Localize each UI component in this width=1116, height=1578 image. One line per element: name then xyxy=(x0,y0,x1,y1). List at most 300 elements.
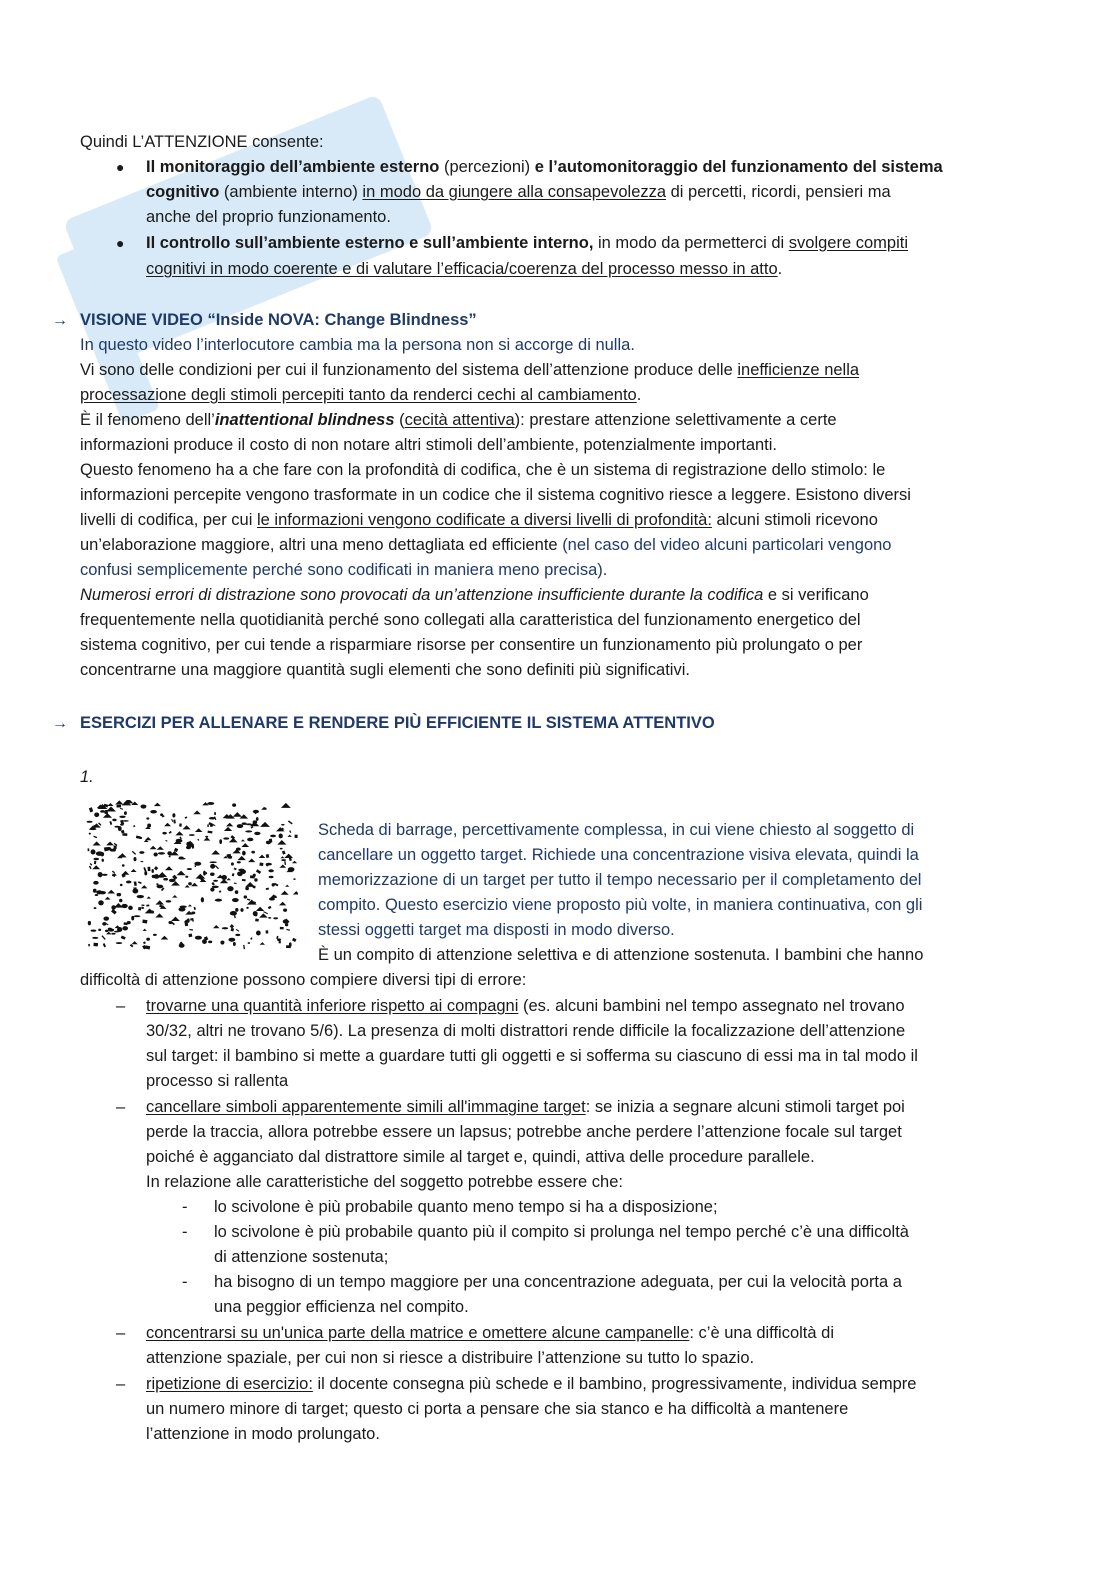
barrage-glyph xyxy=(248,859,255,863)
barrage-glyph xyxy=(222,927,229,929)
error-3: concentrarsi su un'unica parte della matrice e omettere alcune campanelle: c’è una difficoltà di xyxy=(146,1324,834,1342)
barrage-glyph xyxy=(138,881,142,884)
barrage-glyph xyxy=(148,867,151,871)
barrage-glyph xyxy=(246,823,252,825)
barrage-glyph xyxy=(210,888,214,892)
barrage-glyph xyxy=(120,808,123,810)
barrage-glyph xyxy=(220,940,224,944)
error-2: poiché è agganciato dal distrattore simile al target e, quindi, attiva delle procedure parallele. xyxy=(146,1148,815,1166)
barrage-glyph xyxy=(259,913,268,917)
barrage-glyph xyxy=(268,906,272,910)
exercise-description: Scheda di barrage, percettivamente complessa, in cui viene chiesto al soggetto di xyxy=(318,821,915,839)
barrage-glyph xyxy=(268,917,271,919)
barrage-glyph xyxy=(130,944,134,947)
barrage-glyph xyxy=(122,871,130,875)
barrage-glyph xyxy=(141,906,144,909)
barrage-glyph xyxy=(195,828,203,832)
barrage-glyph xyxy=(228,938,235,942)
barrage-glyph xyxy=(106,847,111,851)
sub-item: lo scivolone è più probabile quanto meno tempo si ha a disposizione; xyxy=(214,1198,718,1216)
barrage-glyph xyxy=(188,882,192,885)
video-line: informazioni percepite vengono trasformate in un codice che il sistema cognitivo riesce a leggere. Esistono diversi xyxy=(80,486,911,504)
barrage-glyph xyxy=(188,934,192,938)
barrage-glyph xyxy=(251,826,254,829)
bullet-icon: ● xyxy=(116,159,125,175)
barrage-glyph xyxy=(153,934,157,936)
barrage-glyph xyxy=(120,824,124,826)
barrage-glyph xyxy=(163,878,168,881)
barrage-glyph xyxy=(286,945,291,948)
barrage-glyph xyxy=(169,855,171,857)
barrage-glyph xyxy=(143,929,147,931)
barrage-glyph xyxy=(197,839,199,841)
barrage-glyph xyxy=(220,879,228,883)
barrage-glyph xyxy=(246,907,248,909)
dash-bullet: – xyxy=(116,1375,126,1393)
barrage-glyph xyxy=(245,830,252,832)
barrage-glyph xyxy=(212,886,219,889)
barrage-glyph xyxy=(90,863,93,866)
barrage-glyph xyxy=(256,907,264,911)
arrow-icon: → xyxy=(52,715,68,732)
video-line: È il fenomeno dell’inattentional blindness (cecità attentiva): prestare attenzione selettivamente a certe xyxy=(80,411,837,429)
barrage-glyph xyxy=(98,900,104,905)
barrage-glyph xyxy=(178,858,185,860)
barrage-glyph xyxy=(121,936,126,940)
barrage-glyph xyxy=(145,837,151,840)
barrage-glyph xyxy=(116,942,123,944)
barrage-glyph xyxy=(179,943,185,947)
barrage-glyph xyxy=(152,875,156,878)
barrage-glyph xyxy=(293,878,295,880)
barrage-glyph xyxy=(166,900,172,902)
intro-title: Quindi L’ATTENZIONE consente: xyxy=(80,133,324,151)
barrage-glyph xyxy=(211,882,214,886)
barrage-glyph xyxy=(254,878,257,881)
barrage-glyph xyxy=(207,824,209,827)
barrage-glyph xyxy=(253,874,256,877)
barrage-glyph xyxy=(214,812,216,815)
barrage-glyph xyxy=(171,917,180,921)
barrage-glyph xyxy=(205,836,208,838)
barrage-glyph xyxy=(279,864,286,867)
barrage-glyph xyxy=(171,819,173,822)
error-4: ripetizione di esercizio: il docente consegna più schede e il bambino, progressivamente, individua sempre xyxy=(146,1375,917,1393)
barrage-glyph xyxy=(223,837,229,839)
barrage-glyph xyxy=(139,851,144,854)
barrage-glyph xyxy=(92,937,98,939)
barrage-glyph xyxy=(284,861,286,865)
barrage-glyph xyxy=(268,869,273,872)
barrage-glyph xyxy=(235,934,240,936)
barrage-glyph xyxy=(141,804,147,808)
barrage-glyph xyxy=(132,888,138,893)
barrage-glyph xyxy=(102,922,106,925)
barrage-glyph xyxy=(119,816,125,818)
barrage-glyph xyxy=(195,936,202,940)
barrage-glyph xyxy=(295,835,298,838)
barrage-glyph xyxy=(169,879,176,882)
barrage-glyph xyxy=(210,872,215,875)
barrage-glyph xyxy=(244,895,248,898)
barrage-glyph xyxy=(224,827,232,831)
barrage-glyph xyxy=(150,846,157,849)
barrage-glyph xyxy=(178,907,185,911)
barrage-glyph xyxy=(193,811,201,815)
barrage-glyph xyxy=(283,908,287,911)
barrage-glyph xyxy=(236,929,239,932)
barrage-glyph xyxy=(242,879,246,881)
barrage-glyph xyxy=(143,941,146,944)
video-line: confusi semplicemente perché sono codificati in maniera meno precisa). xyxy=(80,561,608,579)
barrage-glyph xyxy=(157,885,164,889)
barrage-glyph xyxy=(93,841,101,845)
bullet-2-line-1: Il controllo sull’ambiente esterno e sull’ambiente interno, in modo da permetterci di svolgere compiti xyxy=(146,234,908,252)
barrage-glyph xyxy=(153,852,157,856)
barrage-glyph xyxy=(93,881,98,885)
barrage-glyph xyxy=(215,865,219,869)
video-line: concentrarne una maggiore quantità sugli elementi che sono definiti più significativi. xyxy=(80,661,690,679)
barrage-glyph xyxy=(114,843,118,846)
barrage-glyph xyxy=(89,832,92,835)
barrage-glyph xyxy=(100,810,105,813)
barrage-glyph xyxy=(285,923,288,926)
video-line: informazioni produce il costo di non notare altri stimoli dell’ambiente, potenzialmente importanti. xyxy=(80,436,778,454)
barrage-glyph xyxy=(131,869,137,872)
barrage-glyph xyxy=(256,817,259,821)
barrage-glyph xyxy=(279,902,286,906)
barrage-glyph xyxy=(245,887,249,891)
barrage-glyph xyxy=(282,850,286,854)
barrage-glyph xyxy=(194,907,196,910)
sub-item: lo scivolone è più probabile quanto più il compito si prolunga nel tempo perché c’è una difficoltà xyxy=(214,1223,909,1241)
barrage-glyph xyxy=(98,872,103,877)
barrage-glyph xyxy=(93,858,99,860)
barrage-glyph xyxy=(154,803,161,807)
barrage-glyph xyxy=(245,882,255,887)
barrage-glyph xyxy=(177,871,186,876)
barrage-glyph xyxy=(133,825,135,827)
barrage-glyph xyxy=(137,895,144,898)
barrage-glyph xyxy=(263,911,268,914)
barrage-glyph xyxy=(289,830,291,833)
barrage-glyph xyxy=(260,822,270,827)
barrage-glyph xyxy=(228,856,232,859)
exercises-heading: ESERCIZI PER ALLENARE E RENDERE PIÙ EFFICIENTE IL SISTEMA ATTENTIVO xyxy=(80,714,715,732)
barrage-glyph xyxy=(255,913,258,916)
barrage-glyph xyxy=(259,863,263,867)
barrage-glyph xyxy=(142,919,147,923)
barrage-glyph xyxy=(238,856,246,860)
barrage-glyph xyxy=(251,851,255,854)
barrage-glyph xyxy=(141,885,148,888)
barrage-glyph xyxy=(154,866,158,870)
barrage-glyph xyxy=(162,832,166,835)
barrage-glyph xyxy=(280,856,284,858)
barrage-glyph xyxy=(93,836,97,839)
barrage-glyph xyxy=(124,811,127,815)
barrage-glyph xyxy=(107,890,115,894)
barrage-glyph xyxy=(250,937,252,940)
barrage-glyph xyxy=(105,930,109,932)
barrage-glyph xyxy=(158,852,165,854)
barrage-glyph xyxy=(192,844,194,848)
barrage-glyph xyxy=(133,915,140,917)
barrage-glyph xyxy=(279,834,283,839)
barrage-glyph xyxy=(240,908,243,912)
barrage-glyph xyxy=(288,820,293,824)
barrage-image xyxy=(86,800,298,950)
video-line: sistema cognitivo, per cui tende a risparmiare risorse per consentire un funzionamento più prolungato o per xyxy=(80,636,863,654)
dash-bullet: – xyxy=(116,1098,126,1116)
barrage-glyph xyxy=(128,906,133,910)
barrage-glyph xyxy=(188,904,192,906)
barrage-glyph xyxy=(185,816,188,819)
video-line: Vi sono delle condizioni per cui il funzionamento del sistema dell’attenzione produce delle inefficienze nella xyxy=(80,361,860,379)
barrage-glyph xyxy=(169,831,172,834)
barrage-glyph xyxy=(211,850,220,854)
hyphen-bullet: - xyxy=(182,1273,188,1291)
barrage-glyph xyxy=(191,883,198,887)
barrage-glyph xyxy=(255,918,259,921)
barrage-glyph xyxy=(117,805,122,808)
barrage-glyph xyxy=(102,874,108,876)
error-2: cancellare simboli apparentemente simili all'immagine target: se inizia a segnare alcuni stimoli target poi xyxy=(146,1098,905,1116)
barrage-glyph xyxy=(98,822,101,825)
barrage-glyph xyxy=(230,924,234,928)
barrage-glyph xyxy=(143,867,146,872)
barrage-glyph xyxy=(281,859,286,861)
barrage-glyph xyxy=(248,942,251,944)
barrage-glyph xyxy=(234,867,237,870)
barrage-glyph xyxy=(287,835,291,837)
barrage-glyph xyxy=(141,861,144,862)
barrage-glyph xyxy=(210,864,215,869)
error-1: trovarne una quantità inferiore rispetto ai compagni (es. alcuni bambini nel tempo assegnato nel trovano xyxy=(146,997,905,1015)
barrage-glyph xyxy=(132,851,136,855)
barrage-glyph xyxy=(259,855,266,858)
barrage-glyph xyxy=(103,917,109,921)
barrage-glyph xyxy=(281,803,291,808)
error-2: In relazione alle caratteristiche del soggetto potrebbe essere che: xyxy=(146,1173,623,1191)
barrage-glyph xyxy=(280,927,284,930)
barrage-glyph xyxy=(286,929,290,931)
barrage-glyph xyxy=(157,846,164,850)
barrage-glyph xyxy=(213,880,218,882)
barrage-glyph xyxy=(122,820,128,822)
barrage-glyph xyxy=(190,918,193,920)
barrage-glyph xyxy=(96,851,103,856)
barrage-glyph xyxy=(155,900,164,904)
barrage-glyph xyxy=(164,823,171,826)
barrage-glyph xyxy=(126,881,132,884)
error-4: l’attenzione in modo prolungato. xyxy=(146,1425,380,1443)
barrage-glyph xyxy=(240,869,246,874)
barrage-glyph xyxy=(233,812,242,817)
barrage-glyph xyxy=(111,909,117,914)
barrage-glyph xyxy=(127,921,131,924)
barrage-glyph xyxy=(208,941,212,944)
barrage-glyph xyxy=(103,813,112,818)
barrage-glyph xyxy=(285,885,289,887)
error-2: perde la traccia, allora potrebbe essere un lapsus; potrebbe anche perdere l’attenzione focale sul target xyxy=(146,1123,902,1141)
barrage-glyph xyxy=(122,864,125,866)
barrage-glyph xyxy=(194,862,201,866)
barrage-glyph xyxy=(92,865,100,869)
bullet-1-line-3: anche del proprio funzionamento. xyxy=(146,208,391,226)
barrage-glyph xyxy=(227,886,233,891)
barrage-glyph xyxy=(94,812,99,817)
video-line: Numerosi errori di distrazione sono provocati da un’attenzione insufficiente durante la codifica e si verificano xyxy=(80,586,869,604)
barrage-glyph xyxy=(86,821,92,823)
barrage-glyph xyxy=(247,838,253,842)
barrage-glyph xyxy=(150,810,157,813)
barrage-glyph xyxy=(146,904,149,906)
barrage-glyph xyxy=(280,848,283,850)
bullet-1-line-2: cognitivo (ambiente interno) in modo da giungere alla consapevolezza di percetti, ricordi, pensieri ma xyxy=(146,183,891,201)
barrage-glyph xyxy=(89,807,93,812)
barrage-glyph xyxy=(105,897,111,900)
error-1: processo si rallenta xyxy=(146,1072,289,1090)
barrage-glyph xyxy=(88,921,91,925)
barrage-glyph xyxy=(277,840,286,845)
barrage-glyph xyxy=(269,876,274,878)
video-line: livelli di codifica, per cui le informazioni vengono codificate a diversi livelli di profondità: alcuni stimoli ricevono xyxy=(80,511,878,529)
barrage-glyph xyxy=(161,936,169,940)
barrage-glyph xyxy=(254,832,260,835)
bullet-icon: ● xyxy=(116,235,125,251)
exercise-description: compito. Questo esercizio viene proposto più volte, in maniera continuativa, con gli xyxy=(318,896,923,914)
dash-bullet: – xyxy=(116,1324,126,1342)
barrage-glyph xyxy=(226,878,230,880)
video-line: frequentemente nella quotidianità perché sono collegati alla caratteristica del funzionamento energetico del xyxy=(80,611,861,629)
exercise-description: cancellare un oggetto target. Richiede una concentrazione visiva elevata, quindi la xyxy=(318,846,919,864)
hyphen-bullet: - xyxy=(182,1223,188,1241)
barrage-glyph xyxy=(207,802,214,805)
barrage-glyph xyxy=(260,942,265,945)
barrage-glyph xyxy=(136,836,141,839)
barrage-glyph xyxy=(121,830,125,834)
barrage-glyph xyxy=(142,904,145,906)
barrage-glyph xyxy=(117,893,122,896)
arrow-icon: → xyxy=(52,312,68,329)
barrage-glyph xyxy=(93,889,97,893)
barrage-glyph xyxy=(183,825,191,829)
bullet-1-line-1: Il monitoraggio dell’ambiente esterno (percezioni) e l’automonitoraggio del funzionamento del sistema xyxy=(146,158,943,176)
barrage-glyph xyxy=(293,891,298,894)
barrage-glyph xyxy=(237,824,243,828)
error-1: 30/32, altri ne trovano 5/6). La presenza di molti distrattori rende difficile la focalizzazione dell’attenzione xyxy=(146,1022,906,1040)
barrage-glyph xyxy=(292,938,297,942)
barrage-glyph xyxy=(283,919,289,923)
error-3: attenzione spaziale, per cui non si riesce a distribuire l’attenzione su tutto lo spazio. xyxy=(146,1349,755,1367)
exercise-description: stessi oggetti target ma disposti in modo diverso. xyxy=(318,921,675,939)
barrage-glyph xyxy=(95,894,99,896)
exercise-number: 1. xyxy=(80,768,94,786)
barrage-glyph xyxy=(232,898,239,902)
barrage-glyph xyxy=(114,845,117,849)
barrage-glyph xyxy=(279,941,281,943)
barrage-glyph xyxy=(187,868,192,870)
barrage-glyph xyxy=(242,851,246,856)
bullet-2-line-2: cognitivi in modo coerente e di valutare l’efficacia/coerenza del processo messo in atto. xyxy=(146,260,783,278)
barrage-glyph xyxy=(107,803,113,806)
barrage-glyph xyxy=(103,943,106,947)
barrage-glyph xyxy=(233,942,236,946)
barrage-glyph xyxy=(91,849,96,854)
barrage-glyph xyxy=(94,861,96,864)
dash-bullet: – xyxy=(116,997,126,1015)
barrage-glyph xyxy=(111,905,115,910)
barrage-glyph xyxy=(235,908,238,912)
barrage-glyph xyxy=(230,835,235,840)
barrage-glyph xyxy=(256,869,261,874)
barrage-glyph xyxy=(185,885,190,888)
barrage-glyph xyxy=(122,926,128,930)
barrage-glyph xyxy=(237,861,241,863)
barrage-glyph xyxy=(241,843,249,847)
barrage-glyph xyxy=(241,839,245,841)
barrage-glyph xyxy=(176,839,183,843)
barrage-glyph xyxy=(213,925,219,928)
barrage-glyph xyxy=(215,899,222,902)
barrage-glyph xyxy=(207,831,212,834)
barrage-glyph xyxy=(106,842,114,846)
barrage-glyph xyxy=(231,862,234,865)
exercise-description: memorizzazione di un target per tutto il tempo necessario per il completamento del xyxy=(318,871,922,889)
video-line: Questo fenomeno ha a che fare con la profondità di codifica, che è un sistema di registrazione dello stimolo: le xyxy=(80,461,886,479)
barrage-glyph xyxy=(281,824,284,826)
barrage-glyph xyxy=(189,929,193,931)
barrage-glyph xyxy=(266,930,269,933)
barrage-glyph xyxy=(165,866,173,870)
barrage-glyph xyxy=(231,928,235,932)
barrage-glyph xyxy=(131,941,137,944)
barrage-glyph xyxy=(230,911,237,915)
barrage-glyph xyxy=(243,945,245,949)
barrage-glyph xyxy=(98,929,101,931)
barrage-glyph xyxy=(118,826,122,831)
barrage-glyph xyxy=(149,910,155,913)
barrage-glyph xyxy=(94,907,97,909)
hyphen-bullet: - xyxy=(182,1198,188,1216)
barrage-glyph xyxy=(292,861,297,864)
barrage-glyph xyxy=(172,895,177,898)
sub-item: una peggior efficienza nel compito. xyxy=(214,1298,469,1316)
barrage-glyph xyxy=(112,871,115,874)
barrage-glyph xyxy=(155,913,163,917)
barrage-glyph xyxy=(146,896,151,898)
barrage-glyph xyxy=(256,931,261,936)
barrage-glyph xyxy=(99,891,106,894)
barrage-glyph xyxy=(119,899,122,902)
barrage-glyph xyxy=(133,857,136,861)
barrage-glyph xyxy=(235,890,239,894)
barrage-glyph xyxy=(185,876,188,878)
barrage-glyph xyxy=(189,834,195,836)
barrage-glyph xyxy=(179,941,183,943)
sub-item: ha bisogno di un tempo maggiore per una concentrazione adeguata, per cui la velocità porta a xyxy=(214,1273,902,1291)
barrage-glyph xyxy=(266,888,269,890)
barrage-glyph xyxy=(134,881,137,886)
barrage-glyph xyxy=(112,819,116,822)
barrage-glyph xyxy=(172,813,175,817)
barrage-glyph xyxy=(179,823,182,826)
barrage-glyph xyxy=(273,917,278,919)
barrage-glyph xyxy=(191,911,195,914)
error-4: un numero minore di target; questo ci porta a pensare che sia stanco e ha difficoltà a mantenere xyxy=(146,1400,849,1418)
barrage-glyph xyxy=(89,866,92,869)
